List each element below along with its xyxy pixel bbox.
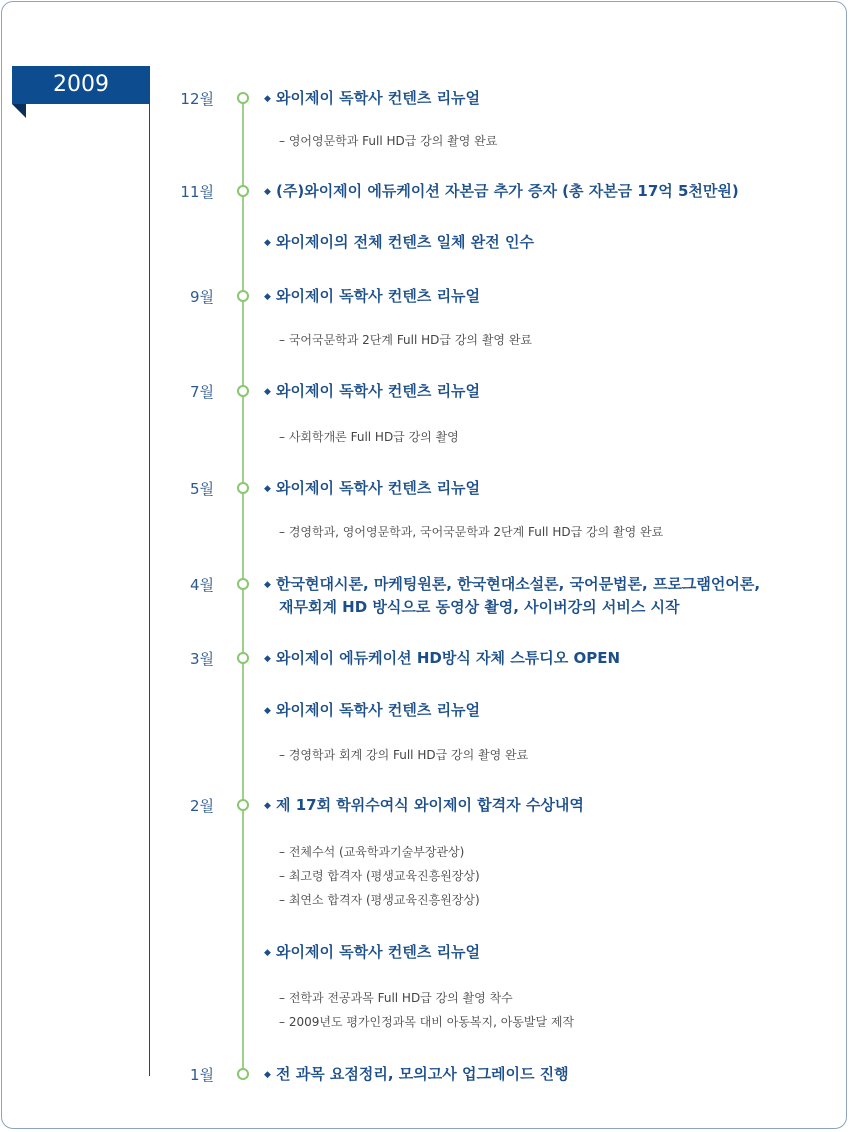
entry-heading: ◆ 와이제이의 전체 컨텐츠 일체 완전 인수 [264,233,534,251]
entry-heading: ◆ 전 과목 요점정리, 모의고사 업그레이드 진행 [264,1065,569,1083]
month-label-nov: 11월 [180,183,214,201]
diamond-bullet-icon: ◆ [264,580,271,590]
diamond-bullet-icon: ◆ [264,387,271,397]
entry-detail: – 최고령 합격자 (평생교육진흥원장상) [279,869,480,883]
diamond-bullet-icon: ◆ [264,948,271,958]
month-label-sep: 9월 [189,288,214,306]
month-label-may: 5월 [189,480,214,498]
entry-detail: – 경영학과 회계 강의 Full HD급 강의 촬영 완료 [279,748,529,762]
diamond-bullet-icon: ◆ [264,292,271,302]
diamond-bullet-icon: ◆ [264,801,271,811]
month-label-feb: 2월 [189,797,214,815]
timeline-dot-icon [237,1068,249,1080]
entry-heading: ◆ 와이제이 독학사 컨텐츠 리뉴얼 [264,382,481,400]
diamond-bullet-icon: ◆ [264,706,271,716]
month-label-dec: 12월 [180,90,214,108]
entry-heading: ◆ 와이제이 독학사 컨텐츠 리뉴얼 [264,89,481,107]
diamond-bullet-icon: ◆ [264,1070,271,1080]
year-divider-line [149,66,150,1076]
entry-heading: ◆ 제 17회 학위수여식 와이제이 합격자 수상내역 [264,796,584,814]
timeline-dot-icon [237,385,249,397]
entry-detail: – 국어국문학과 2단계 Full HD급 강의 촬영 완료 [279,333,533,347]
timeline-dot-icon [237,185,249,197]
timeline-dot-icon [237,652,249,664]
timeline-dot-icon [237,92,249,104]
entry-detail: – 2009년도 평가인정과목 대비 아동복지, 아동발달 제작 [279,1015,575,1029]
month-label-apr: 4월 [189,576,214,594]
year-tab: 2009 [12,66,150,104]
diamond-bullet-icon: ◆ [264,484,271,494]
diamond-bullet-icon: ◆ [264,187,271,197]
entry-detail: – 경영학과, 영어영문학과, 국어국문학과 2단계 Full HD급 강의 촬영 완료 [279,525,664,539]
entry-detail: – 최연소 합격자 (평생교육진흥원장상) [279,893,480,907]
entry-detail: – 영어영문학과 Full HD급 강의 촬영 완료 [279,134,498,148]
entry-heading: ◆ 와이제이 독학사 컨텐츠 리뉴얼 [264,287,481,305]
month-label-jul: 7월 [189,383,214,401]
entry-detail: – 사회학개론 Full HD급 강의 촬영 [279,430,459,444]
entry-heading: ◆ 와이제이 독학사 컨텐츠 리뉴얼 [264,943,481,961]
entry-heading: ◆ 와이제이 에듀케이션 HD방식 자체 스튜디오 OPEN [264,649,620,667]
timeline-dot-icon [237,578,249,590]
diamond-bullet-icon: ◆ [264,94,271,104]
entry-heading-continued: 재무회계 HD 방식으로 동영상 촬영, 사이버강의 서비스 시작 [279,598,680,616]
entry-heading: ◆ 와이제이 독학사 컨텐츠 리뉴얼 [264,701,481,719]
entry-heading: ◆ (주)와이제이 에듀케이션 자본금 추가 증자 (총 자본금 17억 5천만원) [264,182,739,200]
entry-heading: ◆ 한국현대시론, 마케팅원론, 한국현대소설론, 국어문법론, 프로그램언어론, [264,575,761,593]
entry-detail: – 전학과 전공과목 Full HD급 강의 촬영 착수 [279,991,513,1005]
month-label-mar: 3월 [189,650,214,668]
timeline-dot-icon [237,482,249,494]
timeline-dot-icon [237,290,249,302]
entry-detail: – 전체수석 (교육학과기술부장관상) [279,845,465,859]
timeline-dot-icon [237,799,249,811]
diamond-bullet-icon: ◆ [264,238,271,248]
year-tab-fold [12,104,26,118]
month-label-jan: 1월 [189,1066,214,1084]
entry-heading: ◆ 와이제이 독학사 컨텐츠 리뉴얼 [264,479,481,497]
diamond-bullet-icon: ◆ [264,654,271,664]
